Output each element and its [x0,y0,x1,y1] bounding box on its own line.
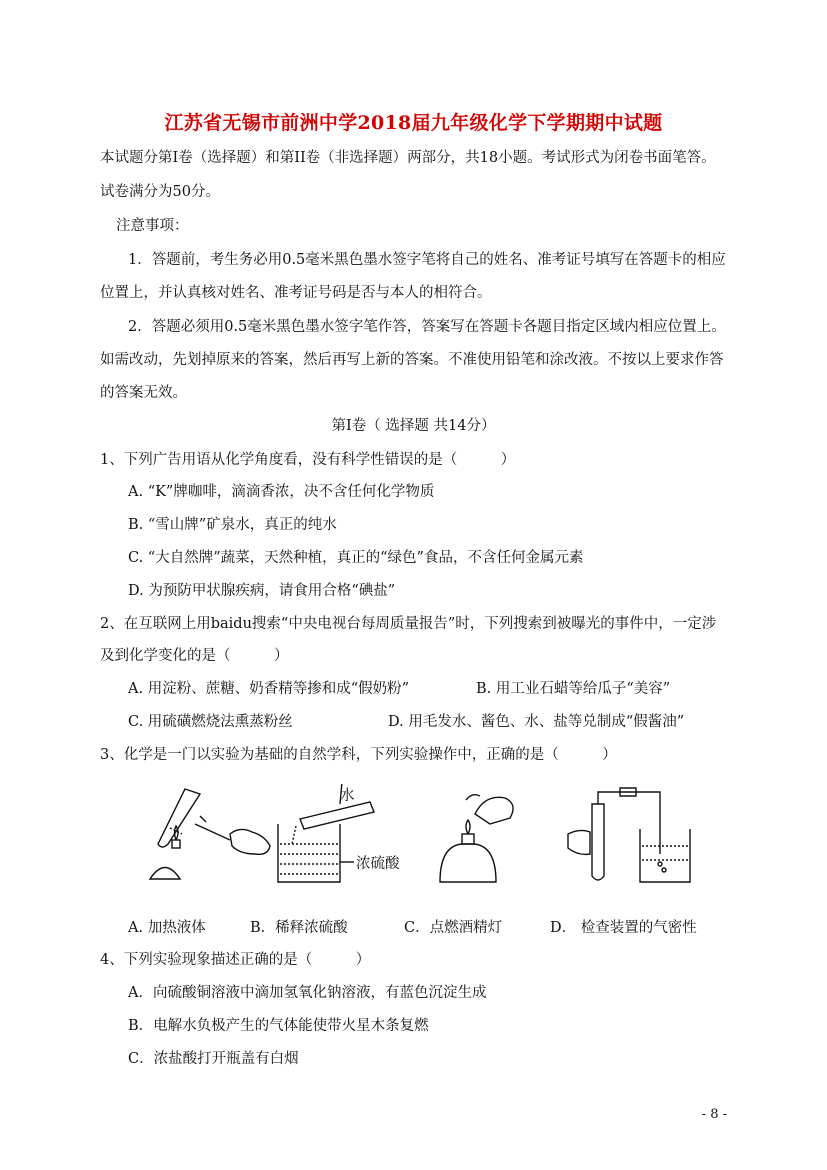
note-line-2: 位置上，并认真核对姓名、准考证号码是否与本人的相符合。 [100,285,492,301]
q1-option-a: A. “K”牌咖啡，滴滴香浓，决不含任何化学物质 [128,484,435,500]
q2-option-a: A. 用淀粉、蔗糖、奶香精等掺和成“假奶粉” [128,681,410,697]
q2-option-d: D. 用毛发水、酱色、水、盐等兑制成“假酱油” [388,714,685,730]
q3-stem: 3、化学是一门以实验为基础的自然学科，下列实验操作中，正确的是（ ） [100,747,617,763]
q4-stem: 4、下列实验现象描述正确的是（ ） [100,952,371,968]
q1-option-c: C. “大自然牌”蔬菜，天然种植，真正的“绿色”食品，不含任何金属元素 [128,550,584,566]
note-line-1: 1．答题前，考生务必用0.5毫米黑色墨水签字笔将自己的姓名、准考证号填写在答题卡的相应 [128,252,726,268]
q3-option-c: C．点燃酒精灯 [404,920,503,936]
q2-option-c: C. 用硫磺燃烧法熏蒸粉丝 [128,714,293,730]
section-title: 第Ⅰ卷（ 选择题 共14分） [331,418,496,434]
q2-stem-line-1: 2、在互联网上用baidu搜索“中央电视台每周质量报告”时，下列搜索到被曝光的事件中，一定涉 [100,616,717,632]
q2-option-b: B. 用工业石蜡等给瓜子“美容” [476,681,671,697]
q1-stem: 1、下列广告用语从化学角度看，没有科学性错误的是（ ） [100,452,516,468]
q4-option-c: C．浓盐酸打开瓶盖有白烟 [128,1051,299,1067]
q1-option-b: B. “雪山牌”矿泉水，真正的纯水 [128,517,337,533]
intro-line-1: 本试题分第Ⅰ卷（选择题）和第II卷（非选择题）两部分，共18小题。考试形式为闭卷书面笔答。 [100,150,716,166]
note-line-5: 的答案无效。 [100,385,187,401]
q4-option-a: A．向硫酸铜溶液中滴加氢氧化钠溶液，有蓝色沉淀生成 [128,985,487,1001]
q3-option-d: D． 检查装置的气密性 [550,920,697,936]
heating-liquid-figure [140,784,290,889]
note-line-3: 2．答题必须用0.5毫米黑色墨水签字笔作答，答案写在答题卡各题目指定区域内相应位置上。 [128,319,726,335]
page-title: 江苏省无锡市前洲中学2018届九年级化学下学期期中试题 [164,112,663,134]
concentrated-acid-label: 浓硫酸 [356,856,400,872]
alcohol-lamp-figure [430,784,540,889]
intro-line-2: 试卷满分为50分。 [100,184,220,200]
q2-stem-line-2: 及到化学变化的是（ ） [100,648,289,664]
q4-option-b: B．电解水负极产生的气体能使带火星木条复燃 [128,1018,429,1034]
page-number: - 8 - [701,1107,727,1122]
water-label: 水 [340,788,355,804]
q3-option-a: A. 加热液体 [128,920,206,936]
note-line-4: 如需改动，先划掉原来的答案，然后再写上新的答案。不准使用铅笔和涂改液。不按以上要求作答 [100,352,724,368]
q3-figures [120,784,720,894]
q3-option-b: B．稀释浓硫酸 [250,920,348,936]
notes-heading: 注意事项： [116,218,189,234]
airtightness-figure [560,784,720,889]
q1-option-d: D. 为预防甲状腺疾病，请食用合格“碘盐” [128,583,396,599]
